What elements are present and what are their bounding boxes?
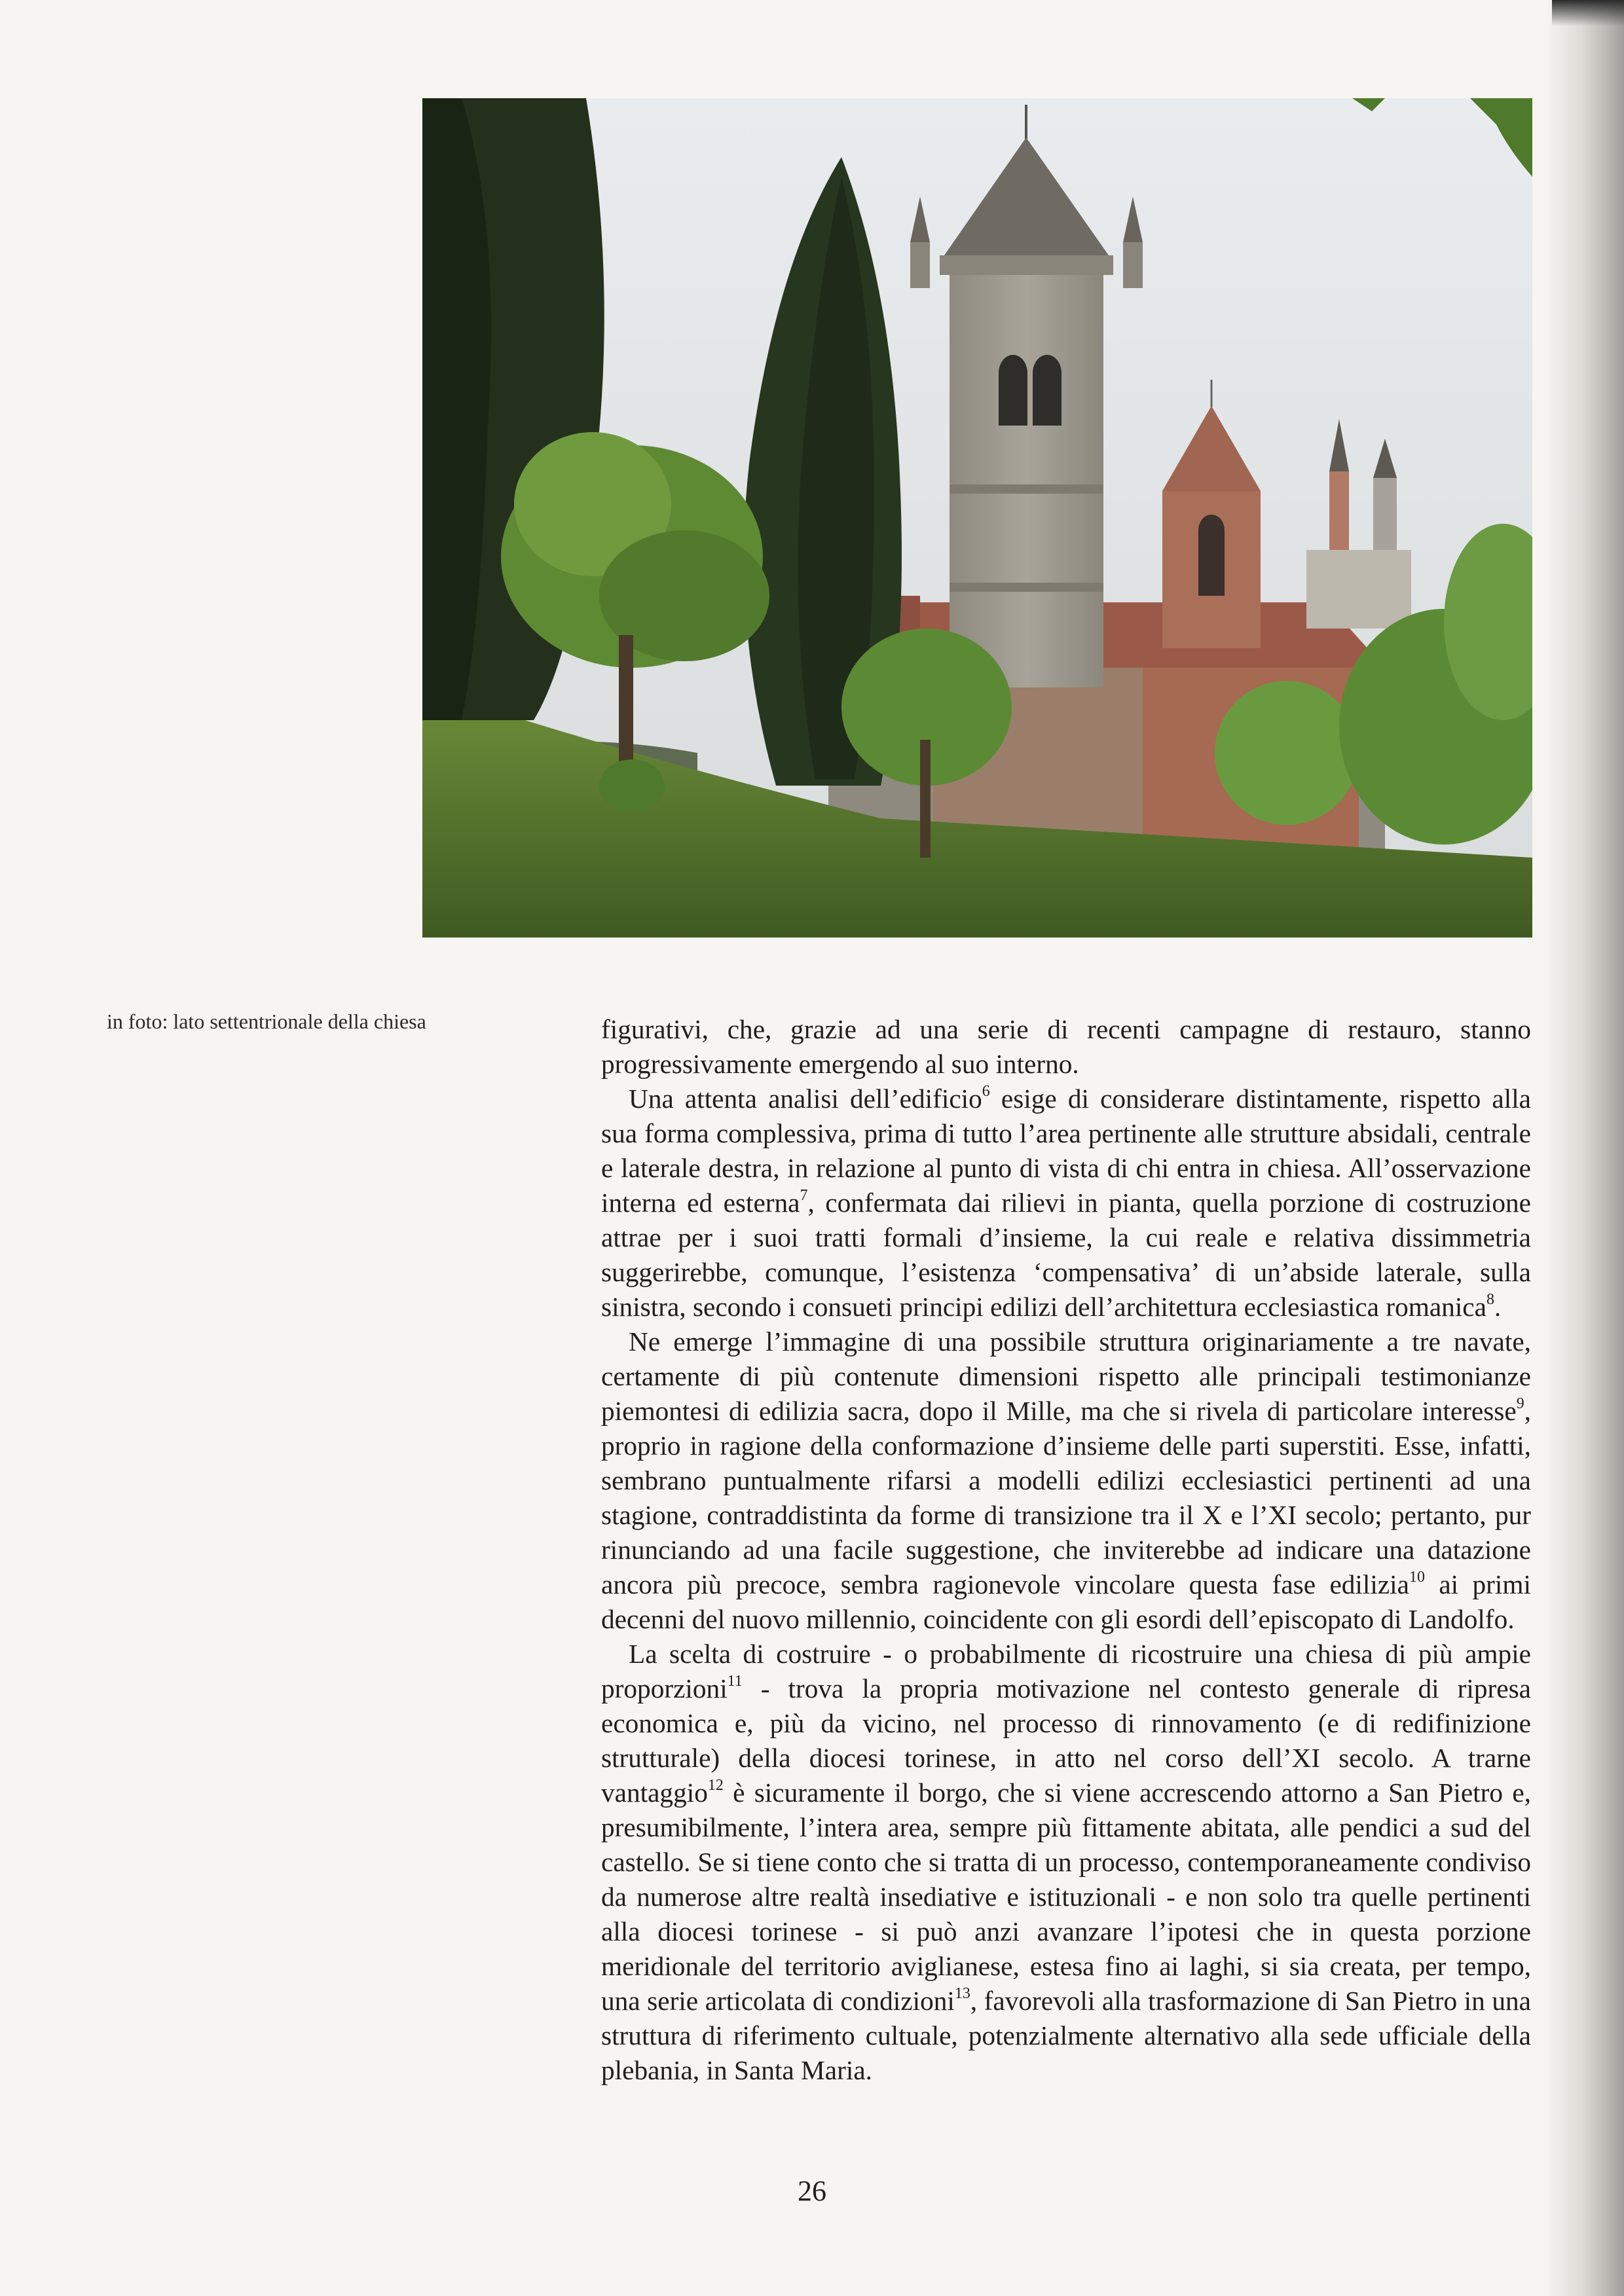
body-text [601, 1012, 1531, 2088]
footnote-marker[interactable]: 12 [707, 1777, 724, 1795]
paragraph-text: figurativi, che, grazie ad una serie di recenti campagne di restauro, stanno progressivamente emergendo al suo interno. [601, 1014, 1531, 1079]
body-paragraph [601, 1082, 1531, 1324]
paragraph-text: è sicuramente il borgo, che si viene accrescendo attorno a San Pietro e, presumibilmente, l’intera area, sempre più fittamente abitata, alle pendici a sud del castello. Se si tiene conto che si tratta di un processo, contemporaneamente condiviso da numerose altre realtà insediative e istituzionali - e non solo tra quelle pertinenti alla diocesi torinese - si può anzi avanzare l’ipotesi che in questa porzione meridionale del territorio aviglianese, estesa fino ai laghi, si sia creata, per tempo, una serie articolata di condizioni [601, 1777, 1531, 2016]
church-photo [422, 98, 1532, 938]
photo-caption: in foto: lato settentrionale della chiesa [107, 1010, 426, 1033]
body-paragraph [601, 1324, 1531, 1637]
paragraph-text: , favorevoli alla trasformazione di San Pietro in una struttura di riferimento cultuale, potenzialmente alternativo alla sede ufficiale della plebania, in Santa Maria. [601, 1986, 1531, 2085]
binding-shadow-top [1552, 0, 1624, 26]
paragraph-text: . [1494, 1292, 1502, 1322]
footnote-marker[interactable]: 10 [1409, 1569, 1425, 1586]
paragraph-text: - trova la propria motivazione nel contesto generale di ripresa economica e, più da vicino, nel processo di rinnovamento (e di redifinizione strutturale) della diocesi torinese, in atto nel corso dell’XI secolo. A trarne vantaggio [601, 1673, 1531, 1808]
paragraph-text: Una attenta analisi dell’edificio [629, 1084, 982, 1114]
body-paragraph [601, 1012, 1531, 1082]
paragraph-text: Ne emerge l’immagine di una possibile struttura originariamente a tre navate, certamente di più contenute dimensioni rispetto alle principali testimonianze piemontesi di edilizia sacra, dopo il Mille, ma che si rivela di particolare interesse [601, 1326, 1531, 1426]
paragraph-text: esige di considerare distintamente, rispetto alla sua forma complessiva, prima di tutto l’area pertinente alle strutture absidali, centrale e laterale destra, in relazione al punto di vista di chi entra in chiesa. All’osservazione interna ed esterna [601, 1084, 1532, 1218]
paragraph-text: La scelta di costruire - o probabilmente di ricostruire una chiesa di più ampie proporzioni [601, 1639, 1531, 1704]
footnote-marker[interactable]: 11 [727, 1673, 743, 1690]
paragraph-text: ai primi decenni del nuovo millennio, coincidente con gli esordi dell’episcopato di Landolfo. [601, 1569, 1531, 1634]
page-number: 26 [798, 2175, 826, 2207]
paragraph-text: , proprio in ragione della conformazione d’insieme delle parti superstiti. Esse, infatti, sembrano puntualmente rifarsi a modelli edilizi ecclesiastici pertinenti ad una stagione, contraddistinta da forme di transizione tra il X e l’XI secolo; pertanto, pur rinunciando ad una facile suggestione, che inviterebbe ad indicare una datazione ancora più precoce, sembra ragionevole vincolare questa fase edilizia [601, 1396, 1531, 1599]
church-illustration [422, 98, 1532, 938]
paragraph-text: , confermata dai rilievi in pianta, quella porzione di costruzione attrae per i suoi tratti formali d’insieme, la cui reale e relativa dissimmetria suggerirebbe, comunque, l’esistenza ‘compensativa’ di un’abside laterale, sulla sinistra, secondo i consueti principi edilizi dell’architettura ecclesiastica romanica [601, 1188, 1531, 1322]
footnote-marker[interactable]: 13 [954, 1985, 970, 2003]
footnote-marker[interactable]: 7 [800, 1187, 808, 1205]
body-paragraph [601, 1637, 1531, 2088]
footnote-marker[interactable]: 9 [1516, 1395, 1524, 1413]
footnote-marker[interactable]: 6 [982, 1083, 990, 1101]
footnote-marker[interactable]: 8 [1486, 1291, 1494, 1309]
binding-shadow [1545, 0, 1624, 2296]
